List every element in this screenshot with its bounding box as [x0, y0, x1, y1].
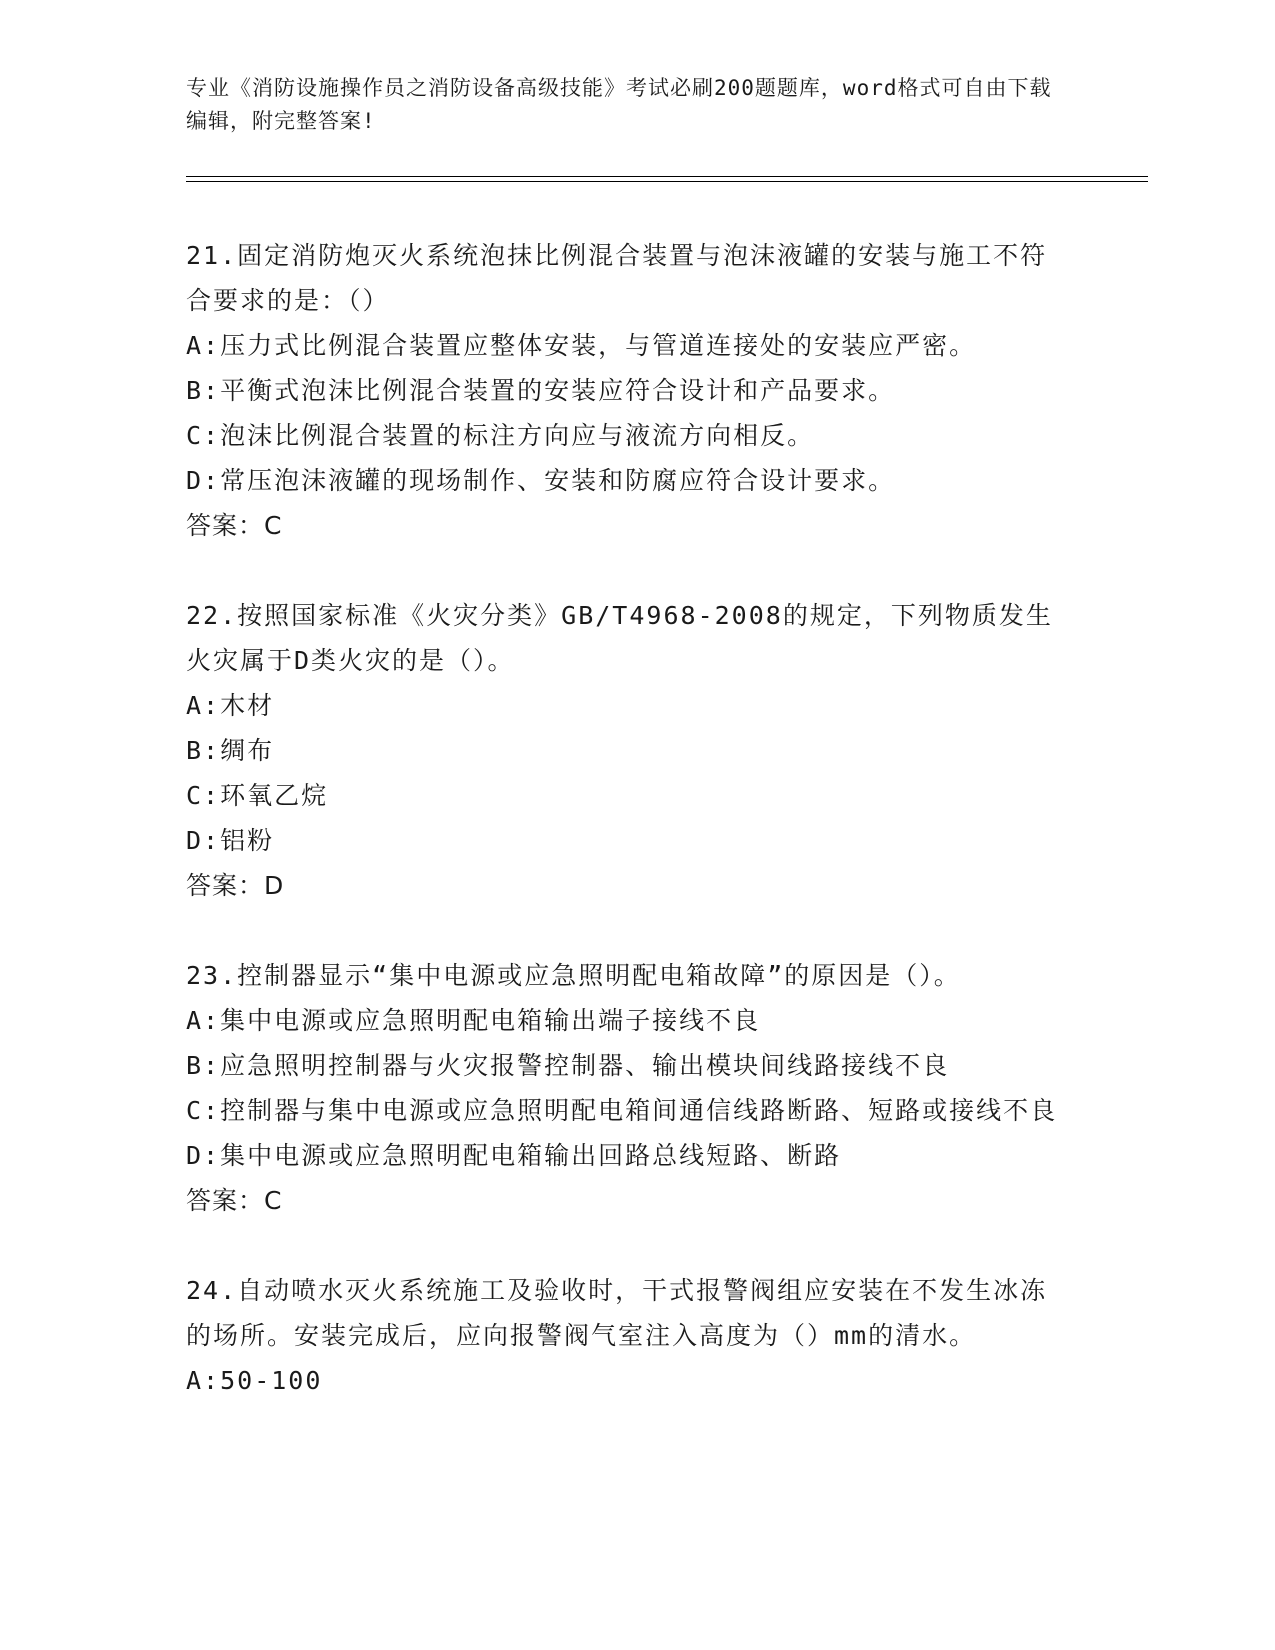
option-b: B:绸布: [186, 736, 275, 765]
question-list: [186, 233, 1066, 1448]
option-a: A:压力式比例混合装置应整体安装，与管道连接处的安装应严密。: [186, 331, 977, 360]
option-b: B:应急照明控制器与火灾报警控制器、输出模块间线路接线不良: [186, 1051, 950, 1080]
option-b: B:平衡式泡沫比例混合装置的安装应符合设计和产品要求。: [186, 376, 896, 405]
option-d: D:常压泡沫液罐的现场制作、安装和防腐应符合设计要求。: [186, 466, 896, 495]
question-stem: 24.自动喷水灭火系统施工及验收时，干式报警阀组应安装在不发生冰冻的场所。安装完成后，应向报警阀气室注入高度为（）mm的清水。: [186, 1276, 1048, 1350]
answer: 答案：D: [186, 871, 285, 900]
header-divider-top: [186, 176, 1148, 177]
question-24: [186, 1268, 1066, 1403]
question-stem: 21.固定消防炮灭火系统泡抹比例混合装置与泡沫液罐的安装与施工不符合要求的是：（）: [186, 241, 1048, 315]
option-d: D:铝粉: [186, 826, 275, 855]
option-c: C:控制器与集中电源或应急照明配电箱间通信线路断路、短路或接线不良: [186, 1096, 1058, 1125]
option-a: A:木材: [186, 691, 275, 720]
option-a: A:50-100: [186, 1366, 323, 1395]
question-23: [186, 953, 1066, 1223]
answer: 答案：C: [186, 511, 283, 540]
option-c: C:泡沫比例混合装置的标注方向应与液流方向相反。: [186, 421, 815, 450]
question-stem: 22.按照国家标准《火灾分类》GB/T4968-2008的规定，下列物质发生火灾属于D类火灾的是（）。: [186, 601, 1053, 675]
answer: 答案：C: [186, 1186, 283, 1215]
option-d: D:集中电源或应急照明配电箱输出回路总线短路、断路: [186, 1141, 842, 1170]
header-divider-bottom: [186, 181, 1148, 182]
question-21: [186, 233, 1066, 548]
question-stem: 23.控制器显示“集中电源或应急照明配电箱故障”的原因是（）。: [186, 961, 961, 990]
option-a: A:集中电源或应急照明配电箱输出端子接线不良: [186, 1006, 761, 1035]
option-c: C:环氧乙烷: [186, 781, 329, 810]
document-header: 专业《消防设施操作员之消防设备高级技能》考试必刷200题题库，word格式可自由下载编辑，附完整答案!: [186, 76, 1052, 133]
question-22: [186, 593, 1066, 908]
